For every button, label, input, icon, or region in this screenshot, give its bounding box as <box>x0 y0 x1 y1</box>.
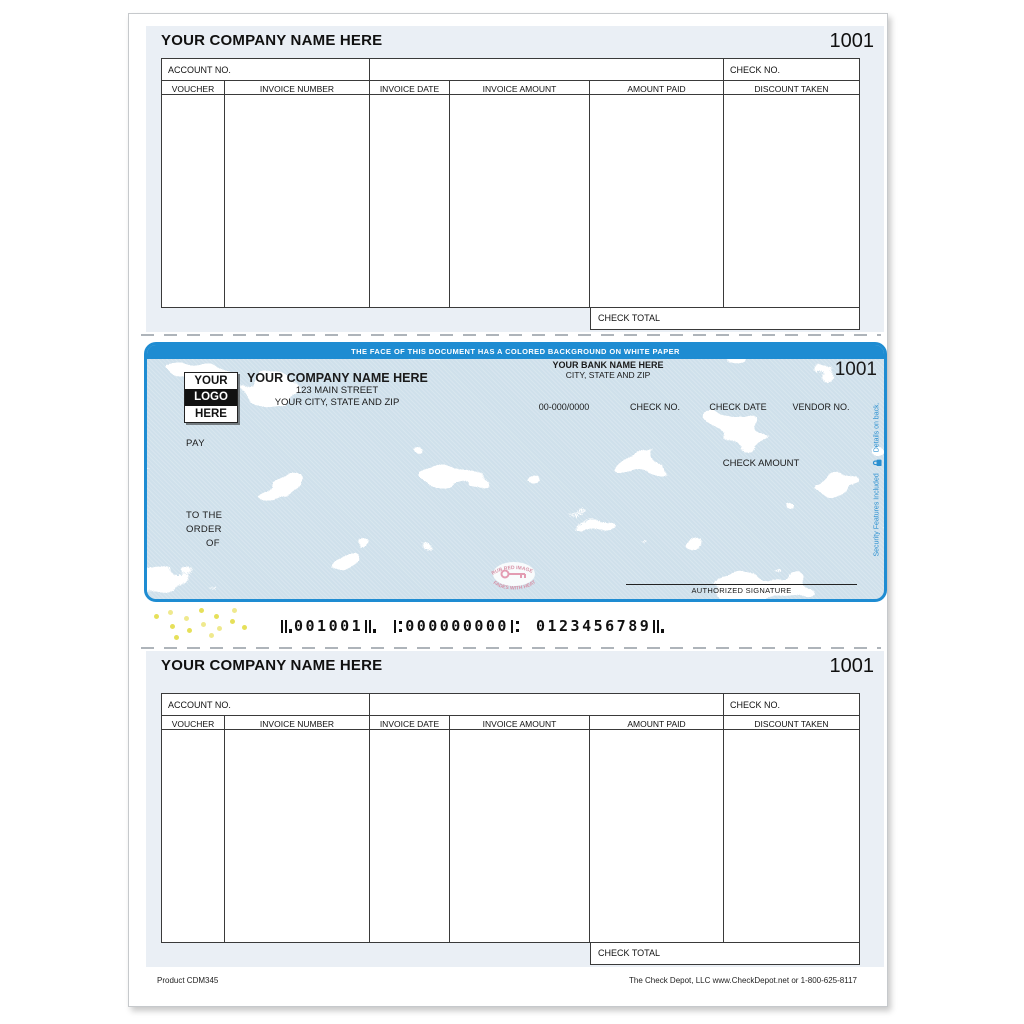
colored-background-banner: THE FACE OF THIS DOCUMENT HAS A COLORED BACKGROUND ON WHITE PAPER <box>147 345 884 359</box>
voucher-table <box>161 58 860 308</box>
product-code: Product CDM345 <box>157 976 219 985</box>
check-number: 1001 <box>834 359 877 380</box>
logo-placeholder <box>184 372 238 423</box>
stub-check-number: 1001 <box>829 30 874 52</box>
column-header-voucher: VOUCHER <box>162 716 225 730</box>
table-body-cell <box>162 730 225 942</box>
table-body-cell <box>450 95 590 307</box>
vendor-no-label: VENDOR NO. <box>792 402 850 412</box>
table-body-cell <box>590 730 724 942</box>
check-sheet <box>128 13 888 1007</box>
table-body-cell <box>225 730 370 942</box>
logo-line-1: YOUR <box>194 375 228 387</box>
to-the-order-of-label <box>186 509 222 551</box>
pay-label: PAY <box>186 438 206 449</box>
column-header-invoice-number: INVOICE NUMBER <box>225 716 370 730</box>
order-line-1: TO THE <box>186 510 223 521</box>
column-header-discount-taken: DISCOUNT TAKEN <box>724 716 859 730</box>
check-body <box>147 359 884 599</box>
perforation-line <box>141 334 881 336</box>
details-on-back-text: Details on back. <box>873 401 881 452</box>
check-no-label: CHECK NO. <box>629 402 681 412</box>
routing-fraction: 00-000/0000 <box>538 402 590 412</box>
table-body-cell <box>450 730 590 942</box>
bank-block <box>538 360 678 380</box>
micr-line <box>279 617 666 635</box>
seal-bottom-text: FADES WITH HEAT <box>491 579 538 592</box>
perforation-line <box>141 647 881 649</box>
security-dots <box>154 614 159 619</box>
check-total-cell: CHECK TOTAL <box>590 943 860 965</box>
signature-area <box>626 584 857 595</box>
table-body-cell <box>225 95 370 307</box>
lock-icon <box>872 458 883 467</box>
logo-line-3: HERE <box>195 408 227 420</box>
vendor-contact-info: The Check Depot, LLC www.CheckDepot.net or 1-800-625-8117 <box>629 976 857 985</box>
micr-routing-number: 000000000 <box>405 617 509 635</box>
column-header-invoice-amount: INVOICE AMOUNT <box>450 81 590 95</box>
bank-city: CITY, STATE AND ZIP <box>565 370 651 380</box>
check-face <box>144 342 887 602</box>
stub-company-name: YOUR COMPANY NAME HERE <box>161 32 383 49</box>
table-body-cell <box>370 95 450 307</box>
order-line-3: OF <box>206 538 220 549</box>
company-address-1: 123 MAIN STREET <box>295 385 379 396</box>
check-amount-label: CHECK AMOUNT <box>722 458 800 469</box>
micr-onus-symbol <box>365 620 376 633</box>
check-total-cell: CHECK TOTAL <box>590 308 860 330</box>
security-features-text: Security Features Included <box>873 472 881 557</box>
company-address-2: YOUR CITY, STATE AND ZIP <box>274 397 400 408</box>
order-line-2: ORDER <box>186 524 222 535</box>
stub-company-name: YOUR COMPANY NAME HERE <box>161 657 383 674</box>
table-body-cell <box>162 95 225 307</box>
check-date-label: CHECK DATE <box>709 402 767 412</box>
check-no-cell: CHECK NO. <box>724 59 859 81</box>
authorized-signature-label: AUTHORIZED SIGNATURE <box>691 586 792 595</box>
table-body-cell <box>724 730 859 942</box>
column-header-invoice-number: INVOICE NUMBER <box>225 81 370 95</box>
micr-check-number: 001001 <box>294 617 364 635</box>
security-sidebar <box>870 359 884 599</box>
logo-line-2: LOGO <box>185 389 237 406</box>
column-header-invoice-date: INVOICE DATE <box>370 716 450 730</box>
bottom-voucher-stub <box>146 651 884 967</box>
table-body-cell <box>590 95 724 307</box>
stub-check-number: 1001 <box>829 655 874 677</box>
header-spacer-cell <box>370 59 724 81</box>
check-no-cell: CHECK NO. <box>724 694 859 716</box>
account-no-cell: ACCOUNT NO. <box>162 59 370 81</box>
micr-account-number: 0123456789 <box>535 617 652 635</box>
micr-onus-symbol <box>653 620 664 633</box>
micr-onus-symbol <box>281 620 292 633</box>
table-body-cell <box>724 95 859 307</box>
column-header-invoice-amount: INVOICE AMOUNT <box>450 716 590 730</box>
micr-transit-symbol <box>511 620 520 633</box>
company-block <box>247 371 427 409</box>
company-name: YOUR COMPANY NAME HERE <box>247 371 428 385</box>
table-body-cell <box>370 730 450 942</box>
bank-name: YOUR BANK NAME HERE <box>552 360 664 370</box>
micr-transit-symbol <box>394 620 403 633</box>
column-header-invoice-date: INVOICE DATE <box>370 81 450 95</box>
top-voucher-stub <box>146 26 884 332</box>
voucher-table <box>161 693 860 943</box>
column-header-voucher: VOUCHER <box>162 81 225 95</box>
header-spacer-cell <box>370 694 724 716</box>
account-no-cell: ACCOUNT NO. <box>162 694 370 716</box>
rub-red-seal <box>481 551 547 597</box>
column-header-amount-paid: AMOUNT PAID <box>590 716 724 730</box>
column-header-discount-taken: DISCOUNT TAKEN <box>724 81 859 95</box>
column-header-amount-paid: AMOUNT PAID <box>590 81 724 95</box>
seal-top-text: RUB RED IMAGE <box>490 565 534 577</box>
